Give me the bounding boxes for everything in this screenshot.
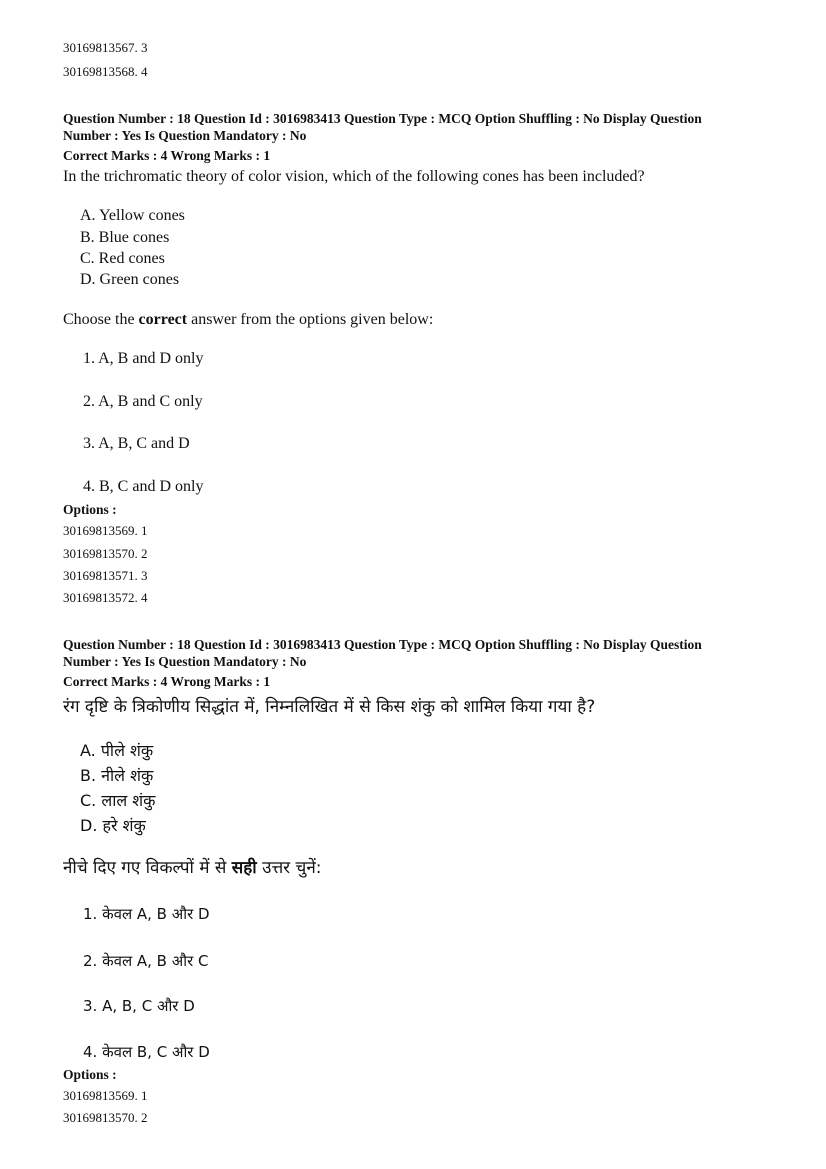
statement-item: B. नीले शंकु [80,766,154,785]
option-id-line: 30169813570. 2 [63,546,148,561]
option-id-line: 30169813567. 3 [63,40,148,55]
answer-choice: 2. A, B and C only [83,393,203,410]
instruction-text: नीचे दिए गए विकल्पों में से सही उत्तर चुनें: [63,858,322,878]
marks-line: Correct Marks : 4 Wrong Marks : 1 [63,148,271,163]
option-id-line: 30169813568. 4 [63,64,148,79]
statement-item: C. Red cones [80,250,165,267]
options-label: Options : [63,502,117,517]
instruction-text: Choose the correct answer from the options given below: [63,311,434,328]
statement-item: A. पीले शंकु [80,741,154,760]
option-id-line: 30169813569. 1 [63,523,148,538]
answer-choice: 3. A, B, C और D [83,997,195,1015]
marks-line: Correct Marks : 4 Wrong Marks : 1 [63,674,271,689]
statement-item: C. लाल शंकु [80,791,156,810]
statement-item: B. Blue cones [80,229,170,246]
instruction-emphasis: सही [231,858,257,878]
answer-choice: 4. केवल B, C और D [83,1043,210,1061]
statement-item: D. हरे शंकु [80,816,146,835]
answer-choice: 1. केवल A, B और D [83,905,210,923]
option-id-line: 30169813571. 3 [63,568,148,583]
answer-choice: 1. A, B and D only [83,350,204,367]
question-meta-line: Question Number : 18 Question Id : 3016983413 Question Type : MCQ Option Shuffling : No Display Question [63,111,702,126]
option-id-line: 30169813572. 4 [63,590,148,605]
question-meta-line: Number : Yes Is Question Mandatory : No [63,654,307,669]
answer-choice: 4. B, C and D only [83,478,204,495]
question-text: In the trichromatic theory of color vision, which of the following cones has been included? [63,168,645,185]
question-text: रंग दृष्टि के त्रिकोणीय सिद्धांत में, निम्नलिखित में से किस शंकु को शामिल किया गया है? [63,697,596,717]
option-id-line: 30169813570. 2 [63,1110,148,1125]
instruction-emphasis: correct [138,311,188,328]
statement-item: D. Green cones [80,271,180,288]
statement-item: A. Yellow cones [80,207,185,224]
option-id-line: 30169813569. 1 [63,1088,148,1103]
options-label: Options : [63,1067,117,1082]
answer-choice: 2. केवल A, B और C [83,952,209,970]
question-meta-line: Question Number : 18 Question Id : 3016983413 Question Type : MCQ Option Shuffling : No Display Question [63,637,702,652]
question-meta-line: Number : Yes Is Question Mandatory : No [63,128,307,143]
answer-choice: 3. A, B, C and D [83,435,190,452]
